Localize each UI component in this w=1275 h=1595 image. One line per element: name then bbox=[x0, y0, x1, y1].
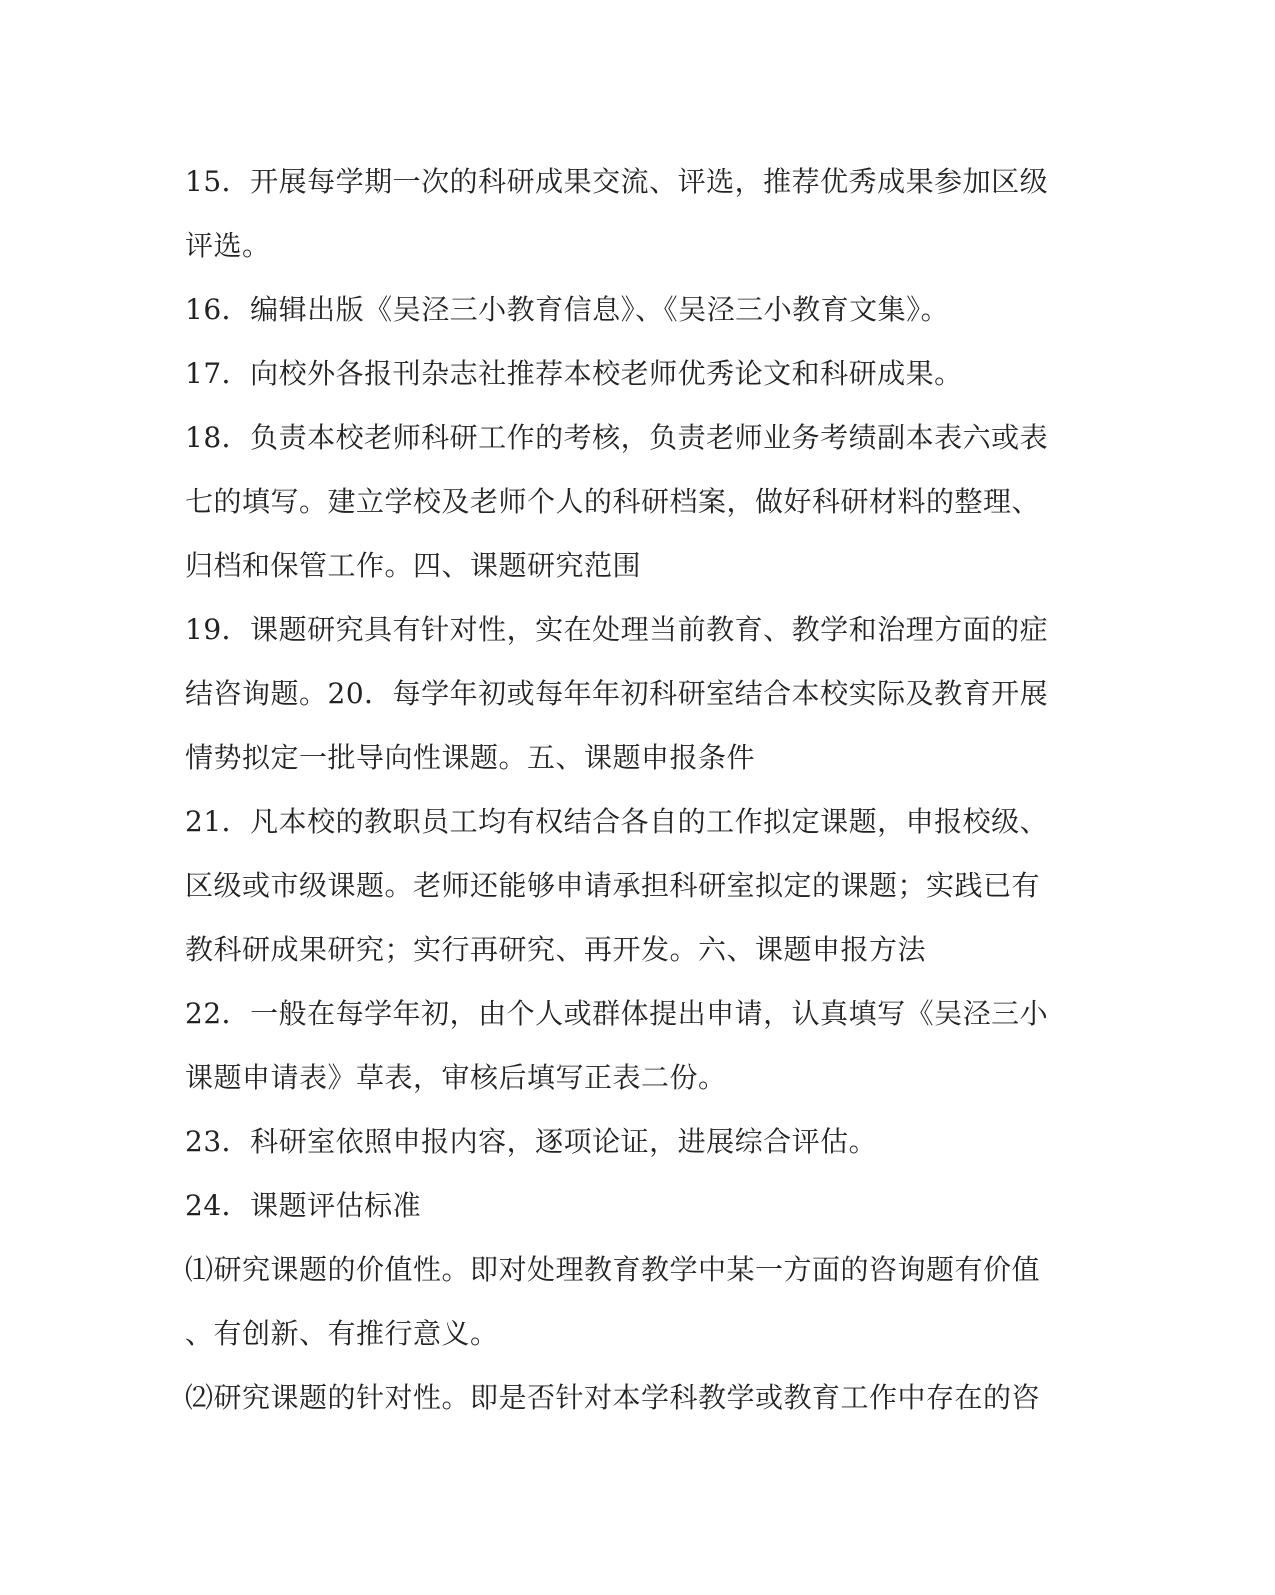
text-line: 24．课题评估标准 bbox=[185, 1189, 422, 1222]
text-line: 结咨询题。20．每学年初或每年年初科研室结合本校实际及教育开展 bbox=[185, 677, 1049, 710]
text-line: 23．科研室依照申报内容，逐项论证，进展综合评估。 bbox=[185, 1125, 878, 1158]
text-line: 22．一般在每学年初，由个人或群体提出申请，认真填写《吴泾三小 bbox=[185, 997, 1049, 1030]
text-line: 16．编辑出版《吴泾三小教育信息》、《吴泾三小教育文集》。 bbox=[185, 293, 950, 326]
text-line: 17．向校外各报刊杂志社推荐本校老师优秀论文和科研成果。 bbox=[185, 357, 963, 390]
text-line: 教科研成果研究；实行再研究、再开发。六、课题申报方法 bbox=[185, 933, 927, 966]
text-line: ⑴研究课题的价值性。即对处理教育教学中某一方面的咨询题有价值 bbox=[185, 1253, 1041, 1286]
text-line: 15．开展每学期一次的科研成果交流、评选，推荐优秀成果参加区级 bbox=[185, 165, 1049, 198]
text-line: 课题申请表》草表，审核后填写正表二份。 bbox=[185, 1061, 727, 1094]
text-line: 19．课题研究具有针对性，实在处理当前教育、教学和治理方面的症 bbox=[185, 613, 1049, 646]
text-line: 18．负责本校老师科研工作的考核，负责老师业务考绩副本表六或表 bbox=[185, 421, 1049, 454]
text-line: 七的填写。建立学校及老师个人的科研档案，做好科研材料的整理、 bbox=[185, 485, 1041, 518]
text-line: 、有创新、有推行意义。 bbox=[185, 1317, 499, 1350]
text-line: 区级或市级课题。老师还能够申请承担科研室拟定的课题；实践已有 bbox=[185, 869, 1041, 902]
text-line: ⑵研究课题的针对性。即是否针对本学科教学或教育工作中存在的咨 bbox=[185, 1381, 1041, 1414]
text-line: 归档和保管工作。四、课题研究范围 bbox=[185, 549, 642, 582]
text-line: 21．凡本校的教职员工均有权结合各自的工作拟定课题，申报校级、 bbox=[185, 805, 1049, 838]
document-page bbox=[185, 150, 1055, 1430]
text-line: 情势拟定一批导向性课题。五、课题申报条件 bbox=[185, 741, 756, 774]
text-line: 评选。 bbox=[185, 229, 271, 262]
